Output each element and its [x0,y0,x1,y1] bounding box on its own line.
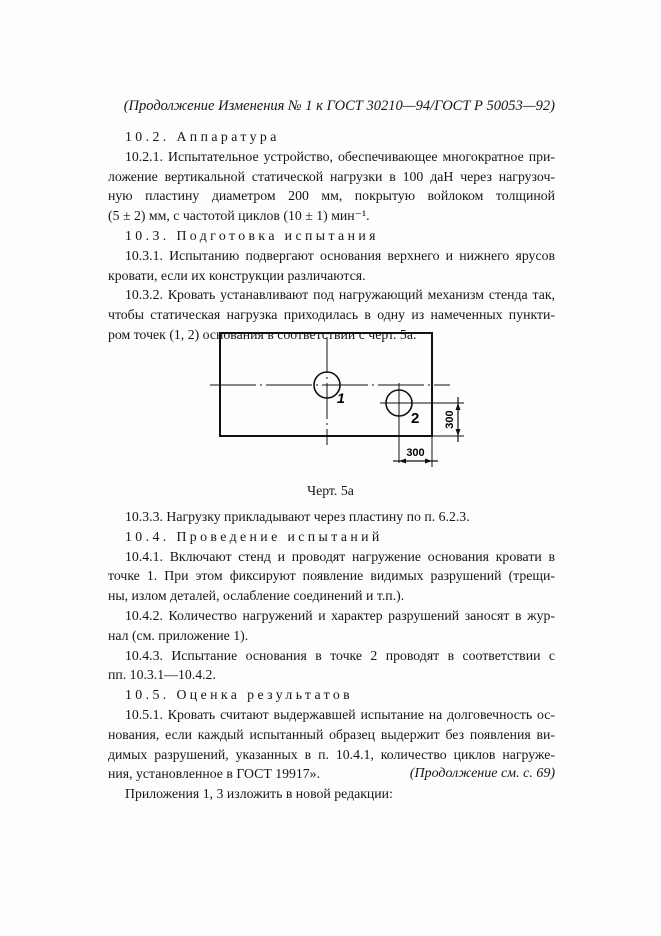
text-line: ложение вертикальной статической нагрузки в 100 даН через нагрузоч- [108,168,555,184]
dim-arrow-top [456,403,461,410]
text-line: 10.3. Подготовка испытания [125,227,379,243]
figure-caption: Черт. 5а [307,483,354,498]
dim-arrow-left [399,459,406,464]
load-point-1-label: 1 [337,390,345,406]
text-line: 10.3.2. Кровать устанавливают под нагружающий механизм стенда так, [125,287,555,303]
text-line: 10.3.1. Испытанию подвергают основания верхнего и нижнего ярусов [125,247,555,263]
text-line: 10.4. Проведение испытаний [125,528,383,544]
text-line: димых разрушений, указанных в п. 10.4.1, количество циклов нагруже- [108,746,555,762]
text-line: чтобы статическая нагрузка приходилась в одну из намеченных пункти- [108,307,555,323]
text-line: 10.4.2. Количество нагружений и характер разрушений заносят в жур- [125,607,555,623]
text-line: ную пластину диаметром 200 мм, покрытую войлоком толщиной [108,188,555,204]
text-line: кровати, если их конструкции различаются. [108,267,366,283]
dim-label-vertical: 300 [444,410,456,429]
text-line: ны, излом деталей, ослабление соединений и т.п.). [108,588,405,604]
text-line: ния, установленное в ГОСТ 19917». [108,766,321,782]
running-header: (Продолжение Изменения № 1 к ГОСТ 30210—94/ГОСТ Р 50053—92) [123,98,555,114]
text-line: 10.3.3. Нагрузку прикладывают через пластину по п. 6.2.3. [125,509,470,524]
dim-arrow-bottom [456,429,461,436]
dim-arrow-right [425,459,432,464]
text-block-apparatus-preparation [108,127,555,345]
text-line: 10.5.1. Кровать считают выдержавшей испытание на долговечность ос- [125,706,555,722]
figure-5a-drawing [206,325,466,475]
continuation-note: (Продолжение см. с. 69) [409,766,555,781]
load-point-2-label: 2 [411,410,420,427]
text-line: 10.5. Оценка результатов [125,687,354,703]
text-line: пп. 10.3.1—10.4.2. [108,667,216,683]
text-line: Приложения 1, 3 изложить в новой редакции: [125,786,393,802]
text-line: 10.2.1. Испытательное устройство, обеспечивающее многократное при- [125,148,555,164]
text-line: нал (см. приложение 1). [108,627,249,643]
text-line: точке 1. При этом фиксируют появление видимых разрушений (трещи- [108,568,555,584]
dim-label-horizontal: 300 [406,447,425,459]
text-line: 10.4.3. Испытание основания в точке 2 проводят в соответствии с [125,647,555,663]
text-line: ром точек (1, 2) основания в соответствии с черт. 5а. [108,326,417,342]
text-line: 10.2. Аппаратура [125,129,280,144]
text-block-procedure-results [108,507,555,804]
text-line: (5 ± 2) мм, с частотой циклов (10 ± 1) мин⁻¹. [108,208,370,224]
text-line: 10.4.1. Включают стенд и проводят нагружение основания кровати в [125,548,555,564]
text-line: нования, если каждый испытанный образец выдержит без появления ви- [108,726,555,742]
